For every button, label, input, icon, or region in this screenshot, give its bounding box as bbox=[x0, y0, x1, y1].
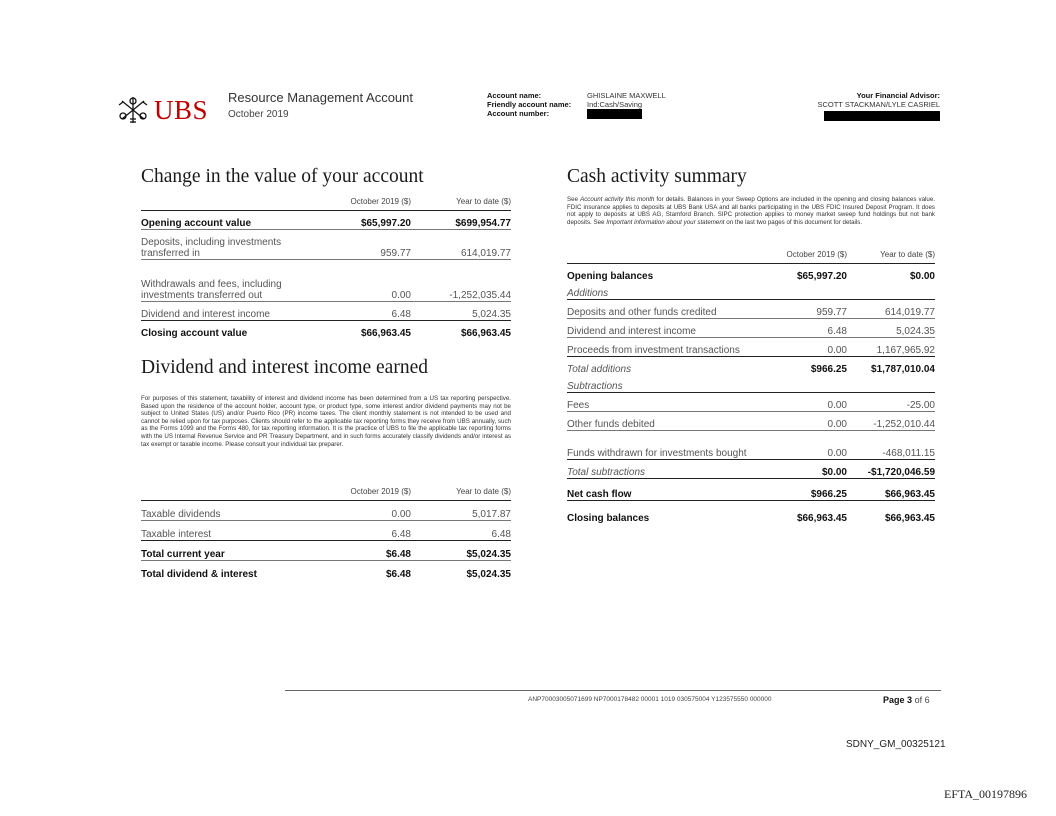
row-value: 5,017.87 bbox=[472, 508, 511, 520]
column-header: Year to date ($) bbox=[880, 250, 935, 260]
tax-disclaimer-paragraph: For purposes of this statement, taxability of interest and dividend income has been determined from a US tax reporting perspective. Based upon the residence of the account holder, account type, or product type, some interest and/or dividend payments may not be subject to United States (US) and/or Puerto Rico (PR) income taxes. The client monthly statement is not intended to be used and cannot be relied upon for tax purposes. Clients should refer to the applicable tax reporting forms they receive from UBS annually, such as the Forms 1099 and the Forms 480, for tax reporting information. It is the practice of UBS to file the applicable tax reporting forms with the US Internal Revenue Service and PR Treasury Department, and in such forms accurately classify dividends and/or interest as tax exempt or taxable income. Please consult your individual tax preparer. bbox=[141, 395, 511, 448]
row-value: $966.25 bbox=[810, 488, 847, 500]
cash-activity-table bbox=[567, 247, 935, 524]
row-value: $65,997.20 bbox=[360, 217, 411, 229]
row-value: -468,011.15 bbox=[882, 447, 935, 459]
row-value: 0.00 bbox=[391, 508, 411, 520]
row-value: -1,252,035.44 bbox=[449, 289, 511, 301]
row-label: Opening balances bbox=[567, 271, 654, 282]
row-label: Closing account value bbox=[141, 328, 248, 339]
row-value: $5,024.35 bbox=[466, 548, 511, 560]
row-label: Funds withdrawn for investments bought bbox=[567, 447, 747, 459]
change-value-table bbox=[141, 194, 511, 339]
bates-number: SDNY_GM_00325121 bbox=[846, 739, 946, 750]
row-value: 959.77 bbox=[380, 247, 411, 259]
efta-number: EFTA_00197896 bbox=[944, 787, 1028, 801]
row-label: Dividend and interest income bbox=[567, 325, 696, 337]
advisor-label: Your Financial Advisor: bbox=[856, 91, 940, 100]
row-value: 0.00 bbox=[827, 399, 847, 411]
advisor-redaction bbox=[824, 111, 940, 121]
row-value: $6.48 bbox=[385, 548, 411, 560]
cash-section-title: Cash activity summary bbox=[567, 166, 747, 187]
row-value: -25.00 bbox=[906, 399, 935, 411]
row-value: $66,963.45 bbox=[796, 513, 847, 524]
friendly-name-value: Ind:Cash/Saving bbox=[587, 100, 643, 109]
change-section-title: Change in the value of your account bbox=[141, 166, 424, 187]
footer-divider bbox=[285, 690, 941, 691]
column-header: October 2019 ($) bbox=[786, 250, 847, 260]
row-value: 6.48 bbox=[827, 325, 847, 337]
row-label: Proceeds from investment transactions bbox=[567, 344, 740, 356]
row-value: 0.00 bbox=[827, 344, 847, 356]
row-label: Net cash flow bbox=[567, 488, 632, 500]
account-name-label: Account name: bbox=[487, 91, 542, 100]
additions-label: Additions bbox=[567, 287, 609, 299]
account-info bbox=[487, 91, 666, 119]
row-value: 614,019.77 bbox=[460, 247, 511, 259]
column-header: October 2019 ($) bbox=[350, 487, 411, 497]
row-value: $66,963.45 bbox=[884, 488, 935, 500]
row-value: -$1,720,046.59 bbox=[867, 466, 935, 478]
row-value: 5,024.35 bbox=[896, 325, 935, 337]
row-label: Deposits and other funds credited bbox=[567, 306, 717, 318]
row-value: 614,019.77 bbox=[884, 306, 935, 318]
row-value: $0.00 bbox=[821, 466, 847, 478]
subtractions-label: Subtractions bbox=[567, 380, 623, 392]
ubs-keys-icon bbox=[116, 95, 150, 125]
row-value: $699,954.77 bbox=[455, 217, 511, 229]
row-value: 0.00 bbox=[391, 289, 411, 301]
row-label: Opening account value bbox=[141, 217, 252, 229]
row-label: Total current year bbox=[141, 548, 225, 560]
ubs-wordmark: UBS bbox=[154, 94, 209, 125]
row-label: Withdrawals and fees, including investments transferred out bbox=[141, 278, 282, 301]
ubs-logo bbox=[116, 95, 208, 125]
row-label: Total dividend & interest bbox=[141, 569, 257, 580]
row-value: 6.48 bbox=[391, 528, 411, 540]
advisor-info bbox=[817, 91, 940, 123]
row-label: Dividend and interest income bbox=[141, 308, 270, 320]
row-value: 1,167,965.92 bbox=[876, 344, 935, 356]
row-value: $5,024.35 bbox=[466, 569, 511, 580]
advisor-value: SCOTT STACKMAN/LYLE CASRIEL bbox=[817, 100, 940, 109]
row-value: $0.00 bbox=[909, 271, 935, 282]
row-value: -1,252,010.44 bbox=[873, 418, 935, 430]
row-value: $6.48 bbox=[385, 569, 411, 580]
row-label: Deposits, including investments transferred in bbox=[141, 236, 282, 259]
row-label: Other funds debited bbox=[567, 418, 655, 430]
row-value: 0.00 bbox=[827, 447, 847, 459]
row-label: Fees bbox=[567, 399, 590, 411]
row-label: Taxable dividends bbox=[141, 508, 221, 520]
row-value: $65,997.20 bbox=[796, 271, 847, 282]
row-value: $66,963.45 bbox=[460, 328, 511, 339]
statement-period: October 2019 bbox=[228, 109, 289, 120]
dividend-section-title: Dividend and interest income earned bbox=[141, 357, 428, 378]
row-value: $66,963.45 bbox=[884, 513, 935, 524]
friendly-name-label: Friendly account name: bbox=[487, 100, 572, 109]
row-value: 6.48 bbox=[491, 528, 511, 540]
cash-disclaimer-paragraph: See Account activity this month for details. Balances in your Sweep Options are included in the opening and closing balances value. FDIC insurance applies to deposits at UBS Bank USA and all banks participating in the UBS FDIC Insured Deposit Program. It does not apply to deposits at UBS AG, Stamford Branch. SIPC protection applies to money market sweep fund holdings but not bank deposits. See Important information about your statement on the last two pages of this document for details. bbox=[567, 196, 935, 226]
row-value: 0.00 bbox=[827, 418, 847, 430]
document-title: Resource Management Account bbox=[228, 90, 413, 105]
page-number: Page 3 of 6 bbox=[883, 695, 930, 705]
row-value: 6.48 bbox=[391, 308, 411, 320]
row-label: Closing balances bbox=[567, 513, 650, 524]
column-header: October 2019 ($) bbox=[350, 197, 411, 207]
account-number-redaction bbox=[587, 109, 642, 119]
row-value: $66,963.45 bbox=[360, 328, 411, 339]
row-value: 959.77 bbox=[816, 306, 847, 318]
account-name-value: GHISLAINE MAXWELL bbox=[587, 91, 666, 100]
column-header: Year to date ($) bbox=[456, 487, 511, 497]
account-number-label: Account number: bbox=[487, 109, 550, 118]
row-value: $1,787,010.04 bbox=[871, 364, 935, 375]
footer-document-code: ANP70003005071699 NP7000178482 00001 1019 030575004 Y123575550 000000 bbox=[528, 696, 772, 703]
row-label: Total additions bbox=[567, 364, 632, 375]
row-value: $966.25 bbox=[810, 364, 847, 375]
column-header: Year to date ($) bbox=[456, 197, 511, 207]
row-label: Taxable interest bbox=[141, 528, 212, 540]
dividend-income-table bbox=[141, 484, 511, 580]
row-label: Total subtractions bbox=[567, 466, 646, 478]
row-value: 5,024.35 bbox=[472, 308, 511, 320]
